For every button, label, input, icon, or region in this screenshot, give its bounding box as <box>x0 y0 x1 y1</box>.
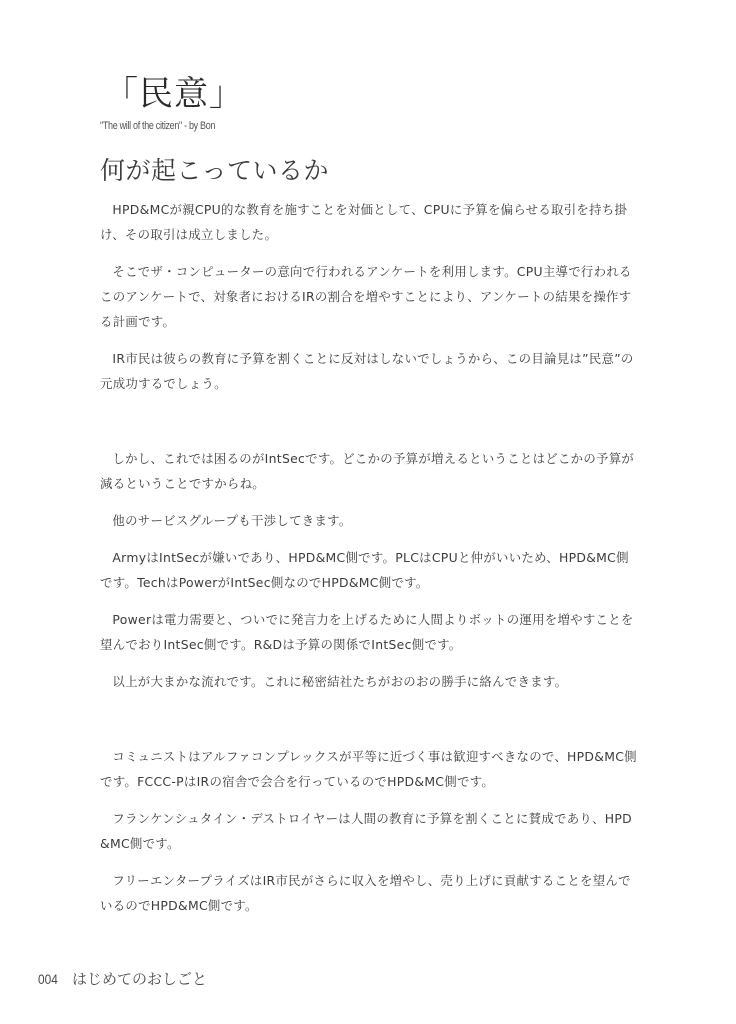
section-spacer <box>100 408 640 446</box>
paragraph: 他のサービスグループも干渉してきます。 <box>112 513 352 528</box>
section-heading: 何が起こっているか <box>100 156 330 185</box>
paragraph: IR市民は彼らの教育に予算を割くことに反対はしないでしょうから、この目論見は”民意”の元成功するでしょう。 <box>100 351 634 391</box>
paragraph: しかし、これでは困るのがIntSecです。どこかの予算が増えるということはどこかの予算が減るということですからね。 <box>100 451 635 491</box>
chapter-title: はじめてのおしごと <box>72 970 208 988</box>
paragraph: コミュニストはアルファコンプレックスが平等に近づく事は歓迎すべきなので、HPD&MC側です。FCCC-PはIRの宿舎で会合を行っているのでHPD&MC側です。 <box>100 749 637 789</box>
paragraph: HPD&MCが親CPU的な教育を施すことを対価として、CPUに予算を偏らせる取引を持ち掛け、その取引は成立しました。 <box>100 202 628 242</box>
document-body <box>100 197 640 930</box>
paragraph: ArmyはIntSecが嫌いであり、HPD&MC側です。PLCはCPUと仲がいいため、HPD&MC側です。TechはPowerがIntSec側なのでHPD&MC側です。 <box>100 550 629 590</box>
paragraph: そこでザ・コンピューターの意向で行われるアンケートを利用します。CPU主導で行われるこのアンケートで、対象者におけるIRの割合を増やすことにより、アンケートの結果を操作する計画です。 <box>100 264 632 329</box>
paragraph: フリーエンタープライズはIR市民がさらに収入を増やし、売り上げに貢献することを望んでいるのでHPD&MC側です。 <box>100 873 631 913</box>
paragraph: Powerは電力需要と、ついでに発言力を上げるために人間よりボットの運用を増やすことを望んでおりIntSec側です。R&Dは予算の関係でIntSec側です。 <box>100 612 634 652</box>
section-spacer <box>100 706 640 744</box>
page-footer <box>38 969 207 989</box>
page-number: 004 <box>38 971 58 987</box>
document-subtitle: "The will of the citizen" - by Bon <box>100 120 216 132</box>
document-title: 「民意」 <box>104 74 244 114</box>
paragraph: 以上が大まかな流れです。これに秘密結社たちがおのおの勝手に絡んできます。 <box>112 674 568 689</box>
paragraph: フランケンシュタイン・デストロイヤーは人間の教育に予算を割くことに賛成であり、HPD&MC側です。 <box>100 811 633 851</box>
